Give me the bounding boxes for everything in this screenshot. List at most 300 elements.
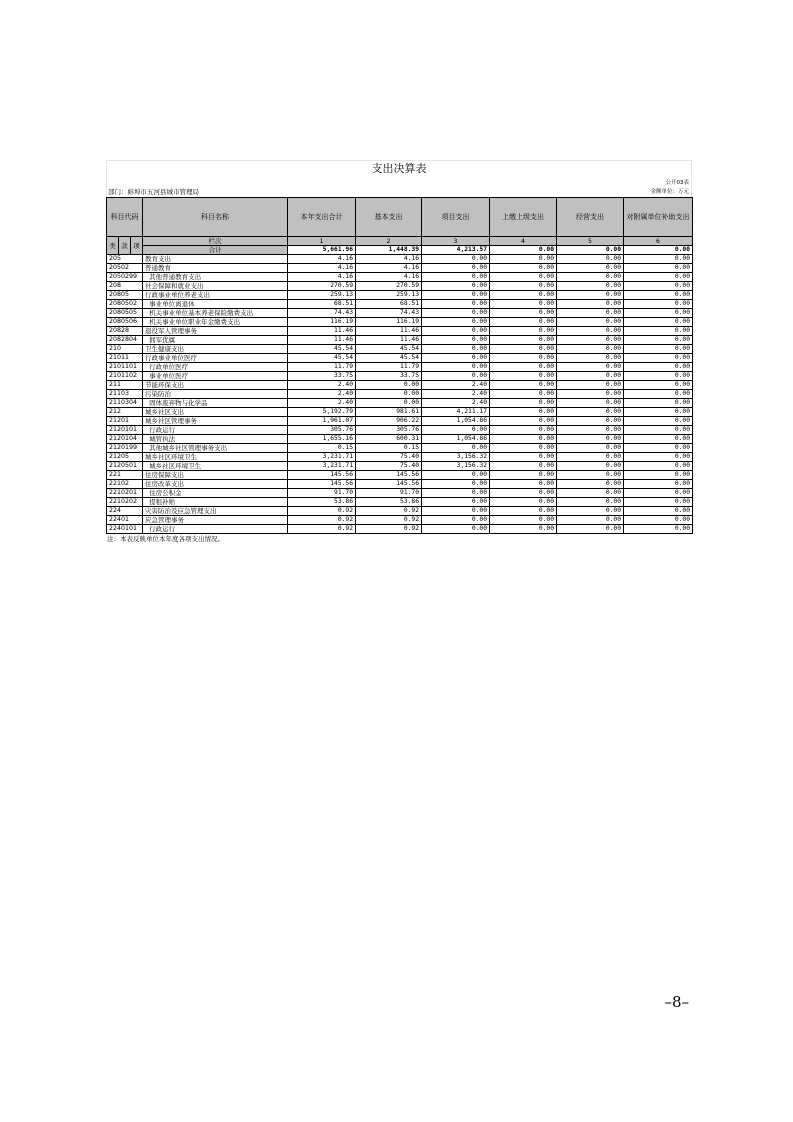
subject-code: 2101102 — [107, 372, 143, 381]
subject-name: 机关事业单位基本养老保险缴费支出 — [143, 309, 288, 318]
amount-cell: 11.46 — [356, 327, 422, 336]
amount-cell: 0.92 — [356, 516, 422, 525]
subject-code: 2080502 — [107, 300, 143, 309]
total-value: 1,448.39 — [356, 246, 422, 255]
amount-cell: 0.00 — [422, 525, 490, 534]
amount-cell: 11.79 — [288, 363, 356, 372]
header-code: 科目代码 — [107, 198, 143, 237]
amount-cell: 0.00 — [490, 507, 557, 516]
department-name: 部门：蚌埠市五河县城市管理局 — [108, 188, 199, 196]
amount-cell: 0.00 — [624, 291, 693, 300]
subject-code: 2240101 — [107, 525, 143, 534]
table-row — [107, 300, 693, 309]
amount-cell: 11.46 — [356, 336, 422, 345]
amount-cell: 0.00 — [557, 372, 624, 381]
amount-cell: 11.79 — [356, 363, 422, 372]
table-row — [107, 525, 693, 534]
subject-code: 2082804 — [107, 336, 143, 345]
header-xiang: 项 — [131, 237, 143, 255]
table-note: 注：本表反映单位本年度各项支出情况。 — [107, 535, 224, 543]
amount-cell: 0.00 — [490, 255, 557, 264]
amount-cell: 11.46 — [288, 327, 356, 336]
amount-cell: 0.00 — [490, 435, 557, 444]
amount-cell: 0.00 — [557, 345, 624, 354]
amount-cell: 0.00 — [624, 336, 693, 345]
subject-code: 21205 — [107, 453, 143, 462]
amount-cell: 0.00 — [422, 426, 490, 435]
amount-cell: 2.40 — [422, 399, 490, 408]
amount-cell: 0.00 — [557, 327, 624, 336]
column-label: 栏次 — [143, 237, 288, 246]
column-number: 1 — [288, 237, 356, 246]
subject-name: 行政事业单位医疗 — [143, 354, 288, 363]
amount-cell: 0.00 — [624, 264, 693, 273]
subject-name: 机关事业单位职业年金缴费支出 — [143, 318, 288, 327]
amount-cell: 3,231.71 — [288, 453, 356, 462]
amount-cell: 3,156.32 — [422, 462, 490, 471]
amount-cell: 145.56 — [288, 480, 356, 489]
amount-cell: 0.00 — [557, 255, 624, 264]
amount-cell: 0.00 — [422, 318, 490, 327]
amount-cell: 1,655.16 — [288, 435, 356, 444]
amount-cell: 0.00 — [624, 498, 693, 507]
amount-cell: 68.51 — [356, 300, 422, 309]
amount-cell: 0.00 — [490, 291, 557, 300]
amount-cell: 0.00 — [490, 408, 557, 417]
subject-name: 住房改革支出 — [143, 480, 288, 489]
subject-name: 住房保障支出 — [143, 471, 288, 480]
subject-name: 节能环保支出 — [143, 381, 288, 390]
subject-code: 208 — [107, 282, 143, 291]
amount-cell: 0.00 — [624, 381, 693, 390]
table-row — [107, 336, 693, 345]
table-row — [107, 453, 693, 462]
column-number: 4 — [490, 237, 557, 246]
subject-name: 应急管理事务 — [143, 516, 288, 525]
amount-cell: 0.00 — [624, 525, 693, 534]
amount-cell: 74.43 — [288, 309, 356, 318]
amount-cell: 4.16 — [288, 255, 356, 264]
amount-cell: 0.00 — [490, 264, 557, 273]
amount-cell: 0.00 — [624, 435, 693, 444]
amount-cell: 74.43 — [356, 309, 422, 318]
column-number: 3 — [422, 237, 490, 246]
amount-cell: 0.00 — [490, 282, 557, 291]
amount-cell: 0.00 — [624, 444, 693, 453]
amount-cell: 0.00 — [624, 345, 693, 354]
table-row — [107, 399, 693, 408]
subject-code: 21103 — [107, 390, 143, 399]
column-number: 2 — [356, 237, 422, 246]
amount-cell: 305.76 — [288, 426, 356, 435]
amount-cell: 0.00 — [557, 525, 624, 534]
subject-name: 城乡社区管理事务 — [143, 417, 288, 426]
amount-cell: 145.56 — [356, 471, 422, 480]
subject-code: 2080505 — [107, 309, 143, 318]
header-project: 项目支出 — [422, 198, 490, 237]
subject-code: 21201 — [107, 417, 143, 426]
amount-cell: 0.15 — [288, 444, 356, 453]
page-number: –8– — [664, 993, 689, 1011]
table-row — [107, 318, 693, 327]
amount-cell: 0.00 — [624, 426, 693, 435]
amount-cell: 0.00 — [422, 345, 490, 354]
amount-cell: 305.76 — [356, 426, 422, 435]
subject-name: 事业单位离退休 — [143, 300, 288, 309]
subject-name: 灾害防治及应急管理支出 — [143, 507, 288, 516]
amount-cell: 0.00 — [422, 336, 490, 345]
amount-cell: 0.00 — [557, 498, 624, 507]
amount-cell: 0.00 — [490, 462, 557, 471]
amount-cell: 4.16 — [356, 255, 422, 264]
amount-cell: 11.46 — [288, 336, 356, 345]
subject-code: 205 — [107, 255, 143, 264]
amount-cell: 2.40 — [422, 390, 490, 399]
table-meta — [106, 177, 692, 197]
table-row — [107, 381, 693, 390]
amount-cell: 2.40 — [422, 381, 490, 390]
total-label: 合计 — [143, 246, 288, 255]
amount-cell: 0.00 — [490, 498, 557, 507]
subject-code: 221 — [107, 471, 143, 480]
amount-cell: 45.54 — [356, 354, 422, 363]
table-row — [107, 291, 693, 300]
subject-name: 提租补贴 — [143, 498, 288, 507]
amount-cell: 259.13 — [288, 291, 356, 300]
table-row — [107, 264, 693, 273]
amount-cell: 0.00 — [624, 417, 693, 426]
expenditure-sheet — [106, 160, 692, 544]
amount-cell: 0.00 — [490, 489, 557, 498]
amount-cell: 0.00 — [624, 408, 693, 417]
amount-cell: 600.31 — [356, 435, 422, 444]
amount-cell: 0.00 — [557, 300, 624, 309]
amount-cell: 0.00 — [624, 480, 693, 489]
amount-cell: 0.00 — [422, 300, 490, 309]
amount-cell: 91.70 — [356, 489, 422, 498]
table-title: 支出决算表 — [106, 160, 692, 177]
subject-code: 224 — [107, 507, 143, 516]
table-row — [107, 471, 693, 480]
amount-cell: 0.15 — [356, 444, 422, 453]
amount-cell: 0.00 — [624, 273, 693, 282]
subject-code: 212 — [107, 408, 143, 417]
amount-cell: 0.00 — [557, 453, 624, 462]
amount-cell: 0.00 — [557, 471, 624, 480]
total-value: 5,661.96 — [288, 246, 356, 255]
table-row — [107, 309, 693, 318]
subject-code: 20828 — [107, 327, 143, 336]
amount-cell: 0.00 — [557, 309, 624, 318]
subject-name: 退役军人管理事务 — [143, 327, 288, 336]
table-row — [107, 408, 693, 417]
subject-code: 2210201 — [107, 489, 143, 498]
amount-cell: 0.00 — [557, 444, 624, 453]
amount-cell: 45.54 — [288, 354, 356, 363]
amount-cell: 0.92 — [288, 516, 356, 525]
amount-cell: 53.86 — [356, 498, 422, 507]
column-number-row — [107, 237, 693, 246]
table-row — [107, 354, 693, 363]
amount-cell: 0.00 — [624, 327, 693, 336]
amount-cell: 0.00 — [422, 309, 490, 318]
amount-cell: 68.51 — [288, 300, 356, 309]
amount-cell: 0.00 — [557, 507, 624, 516]
amount-cell: 0.00 — [557, 291, 624, 300]
amount-cell: 0.00 — [422, 498, 490, 507]
amount-cell: 0.00 — [624, 453, 693, 462]
expenditure-table — [106, 197, 693, 534]
amount-cell: 981.61 — [356, 408, 422, 417]
subject-code: 2120199 — [107, 444, 143, 453]
subject-name: 拥军优属 — [143, 336, 288, 345]
subject-name: 城乡社区支出 — [143, 408, 288, 417]
amount-cell: 33.75 — [288, 372, 356, 381]
amount-cell: 4.16 — [356, 273, 422, 282]
header-basic: 基本支出 — [356, 198, 422, 237]
amount-cell: 0.00 — [557, 462, 624, 471]
amount-cell: 0.00 — [422, 480, 490, 489]
amount-cell: 0.00 — [490, 417, 557, 426]
subject-name: 行政事业单位养老支出 — [143, 291, 288, 300]
amount-cell: 0.00 — [557, 516, 624, 525]
column-number: 5 — [557, 237, 624, 246]
subject-name: 行政运行 — [143, 426, 288, 435]
amount-cell: 53.86 — [288, 498, 356, 507]
amount-cell: 0.92 — [356, 525, 422, 534]
amount-cell: 33.75 — [356, 372, 422, 381]
subject-name: 污染防治 — [143, 390, 288, 399]
amount-cell: 0.00 — [422, 282, 490, 291]
amount-cell: 0.00 — [624, 507, 693, 516]
amount-cell: 0.00 — [624, 309, 693, 318]
amount-cell: 0.00 — [624, 390, 693, 399]
header-lei: 类 — [107, 237, 119, 255]
amount-cell: 0.00 — [422, 291, 490, 300]
amount-cell: 0.00 — [490, 516, 557, 525]
header-kuan: 款 — [119, 237, 131, 255]
table-row — [107, 345, 693, 354]
subject-name: 教育支出 — [143, 255, 288, 264]
amount-cell: 0.00 — [624, 462, 693, 471]
amount-cell: 3,156.32 — [422, 453, 490, 462]
amount-cell: 0.00 — [422, 516, 490, 525]
subject-name: 其他普通教育支出 — [143, 273, 288, 282]
amount-cell: 0.00 — [422, 471, 490, 480]
table-row — [107, 480, 693, 489]
amount-cell: 0.92 — [288, 507, 356, 516]
amount-cell: 45.54 — [356, 345, 422, 354]
amount-cell: 4,211.17 — [422, 408, 490, 417]
amount-cell: 1,054.86 — [422, 435, 490, 444]
subject-name: 事业单位医疗 — [143, 372, 288, 381]
table-row — [107, 282, 693, 291]
amount-cell: 2.40 — [288, 381, 356, 390]
amount-cell: 0.00 — [490, 318, 557, 327]
subject-code: 21011 — [107, 354, 143, 363]
amount-cell: 0.00 — [624, 255, 693, 264]
amount-cell: 0.00 — [624, 471, 693, 480]
amount-cell: 0.00 — [557, 435, 624, 444]
table-row — [107, 426, 693, 435]
table-row — [107, 516, 693, 525]
amount-cell: 0.00 — [557, 336, 624, 345]
amount-cell: 0.00 — [490, 336, 557, 345]
subject-code: 2120104 — [107, 435, 143, 444]
amount-cell: 0.00 — [356, 381, 422, 390]
total-row — [107, 246, 693, 255]
amount-cell: 0.00 — [422, 354, 490, 363]
subject-code: 210 — [107, 345, 143, 354]
subject-code: 22401 — [107, 516, 143, 525]
amount-cell: 0.00 — [557, 273, 624, 282]
amount-cell: 0.00 — [490, 471, 557, 480]
table-row — [107, 417, 693, 426]
subject-name: 城管执法 — [143, 435, 288, 444]
amount-cell: 270.59 — [288, 282, 356, 291]
amount-cell: 0.00 — [490, 381, 557, 390]
amount-cell: 0.00 — [422, 372, 490, 381]
amount-cell: 4.16 — [288, 264, 356, 273]
subject-code: 2110304 — [107, 399, 143, 408]
subject-code: 2120101 — [107, 426, 143, 435]
amount-cell: 0.00 — [557, 390, 624, 399]
subject-name: 住房公积金 — [143, 489, 288, 498]
amount-cell: 0.92 — [356, 507, 422, 516]
amount-cell: 0.00 — [624, 399, 693, 408]
amount-cell: 0.00 — [490, 444, 557, 453]
table-row — [107, 489, 693, 498]
amount-cell: 0.00 — [557, 381, 624, 390]
amount-cell: 906.22 — [356, 417, 422, 426]
amount-cell: 0.00 — [422, 444, 490, 453]
subject-name: 卫生健康支出 — [143, 345, 288, 354]
amount-cell: 270.59 — [356, 282, 422, 291]
amount-cell: 0.00 — [422, 255, 490, 264]
table-row — [107, 273, 693, 282]
amount-cell: 0.00 — [624, 363, 693, 372]
amount-cell: 75.40 — [356, 453, 422, 462]
total-value: 0.00 — [490, 246, 557, 255]
amount-cell: 0.00 — [624, 318, 693, 327]
subject-name: 城乡社区环境卫生 — [143, 453, 288, 462]
amount-cell: 0.00 — [490, 426, 557, 435]
total-value: 0.00 — [624, 246, 693, 255]
amount-cell: 4.16 — [356, 264, 422, 273]
amount-cell: 0.00 — [557, 354, 624, 363]
total-value: 4,213.57 — [422, 246, 490, 255]
subject-name: 行政运行 — [143, 525, 288, 534]
amount-cell: 0.00 — [557, 282, 624, 291]
amount-cell: 91.70 — [288, 489, 356, 498]
column-number: 6 — [624, 237, 693, 246]
subject-name: 城乡社区环境卫生 — [143, 462, 288, 471]
subject-code: 2210202 — [107, 498, 143, 507]
header-business: 经营支出 — [557, 198, 624, 237]
table-row — [107, 498, 693, 507]
table-body — [107, 237, 693, 534]
amount-cell: 0.00 — [422, 507, 490, 516]
amount-cell: 0.00 — [490, 525, 557, 534]
amount-cell: 0.00 — [624, 372, 693, 381]
amount-cell: 0.00 — [490, 390, 557, 399]
amount-cell: 0.00 — [490, 273, 557, 282]
amount-cell: 0.00 — [490, 453, 557, 462]
total-value: 0.00 — [557, 246, 624, 255]
amount-cell: 0.00 — [422, 327, 490, 336]
amount-cell: 0.00 — [490, 480, 557, 489]
amount-cell: 2.40 — [288, 390, 356, 399]
amount-cell: 0.00 — [557, 399, 624, 408]
amount-cell: 0.00 — [490, 399, 557, 408]
amount-cell: 0.00 — [624, 516, 693, 525]
amount-cell: 0.00 — [422, 363, 490, 372]
amount-cell: 0.00 — [557, 480, 624, 489]
amount-cell: 0.00 — [624, 489, 693, 498]
subject-code: 2080506 — [107, 318, 143, 327]
subject-code: 2120501 — [107, 462, 143, 471]
subject-code: 22102 — [107, 480, 143, 489]
amount-cell: 0.00 — [557, 408, 624, 417]
header-total: 本年支出合计 — [288, 198, 356, 237]
subject-name: 行政单位医疗 — [143, 363, 288, 372]
header-subsidiary: 对附属单位补助支出 — [624, 198, 693, 237]
amount-cell: 0.00 — [422, 489, 490, 498]
amount-cell: 0.00 — [490, 309, 557, 318]
header-upper: 上缴上级支出 — [490, 198, 557, 237]
amount-cell: 2.40 — [288, 399, 356, 408]
amount-cell: 0.00 — [490, 300, 557, 309]
table-row — [107, 255, 693, 264]
amount-unit: 金额单位：万元 — [650, 189, 689, 195]
amount-cell: 0.00 — [490, 372, 557, 381]
table-row — [107, 462, 693, 471]
amount-cell: 259.13 — [356, 291, 422, 300]
subject-code: 211 — [107, 381, 143, 390]
amount-cell: 3,231.71 — [288, 462, 356, 471]
amount-cell: 0.00 — [557, 426, 624, 435]
header-name: 科目名称 — [143, 198, 288, 237]
amount-cell: 145.56 — [288, 471, 356, 480]
amount-cell: 116.19 — [356, 318, 422, 327]
subject-code: 20502 — [107, 264, 143, 273]
amount-cell: 0.00 — [356, 390, 422, 399]
amount-cell: 45.54 — [288, 345, 356, 354]
subject-name: 社会保障和就业支出 — [143, 282, 288, 291]
amount-cell: 145.56 — [356, 480, 422, 489]
amount-cell: 0.00 — [557, 489, 624, 498]
subject-name: 普通教育 — [143, 264, 288, 273]
subject-code: 2050299 — [107, 273, 143, 282]
amount-cell: 0.00 — [557, 363, 624, 372]
form-number: 公开03表 — [665, 180, 689, 186]
amount-cell: 0.00 — [356, 399, 422, 408]
amount-cell: 0.00 — [624, 354, 693, 363]
amount-cell: 0.00 — [557, 318, 624, 327]
amount-cell: 1,054.86 — [422, 417, 490, 426]
amount-cell: 0.00 — [490, 345, 557, 354]
amount-cell: 0.00 — [422, 273, 490, 282]
amount-cell: 1,961.07 — [288, 417, 356, 426]
amount-cell: 5,192.79 — [288, 408, 356, 417]
table-row — [107, 507, 693, 516]
amount-cell: 0.00 — [490, 354, 557, 363]
amount-cell: 116.19 — [288, 318, 356, 327]
amount-cell: 4.16 — [288, 273, 356, 282]
table-row — [107, 372, 693, 381]
table-row — [107, 363, 693, 372]
amount-cell: 0.00 — [624, 282, 693, 291]
